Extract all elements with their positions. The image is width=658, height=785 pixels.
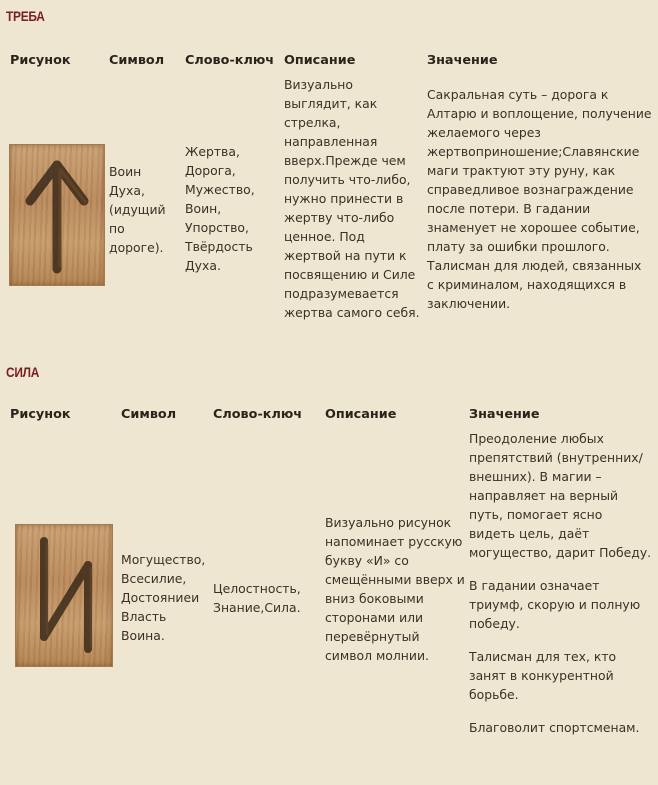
sila-meaning-paragraph: Талисман для тех, кто занят в конкурентной борьбе. <box>469 649 617 702</box>
header-meaning: Значение <box>427 53 498 68</box>
rune-treba-image <box>9 144 105 286</box>
rune-tyr-arrow-icon <box>10 145 104 285</box>
section-title-sila: СИЛА <box>6 364 40 380</box>
rune-sowilo-lightning-icon <box>16 525 112 666</box>
sila-meaning <box>469 429 652 737</box>
sila-meaning-paragraph: В гадании означает триумф, скорую и полную победу. <box>469 578 641 631</box>
header-keyword: Слово-ключ <box>213 407 303 422</box>
sila-meaning-paragraph: Преодоление любых препятствий (внутренних/внешних). В магии – направляет на верный путь, помогает ясно видеть цель, даёт могущество, дарит Победу. <box>469 431 652 560</box>
sila-meaning-paragraph: Благоволит спортсменам. <box>469 720 640 735</box>
section-title-treba: ТРЕБА <box>6 8 45 24</box>
sila-description: Визуально рисунок напоминает русскую букву «И» со смещёнными вверх и вниз боковыми сторонами или перевёрнутый символ молнии. <box>325 515 465 663</box>
header-meaning: Значение <box>469 407 540 422</box>
sila-symbol: Могущество, Всесилие, Достояниеи Власть Воина. <box>121 552 206 643</box>
header-picture: Рисунок <box>10 407 71 422</box>
header-description: Описание <box>325 407 397 422</box>
treba-meaning-paragraph: Сакральная суть – дорога к Алтарю и воплощение, получение желаемого через жертвоприношение;Славянские маги трактуют эту руну, как справедливое вознаграждение после потери. В гадании знаменует не хорошее событие, плату за ошибки прошлого. Талисман для людей, связанных с криминалом, находящихся в заключении. <box>427 87 652 311</box>
treba-meaning <box>427 85 652 313</box>
header-symbol: Символ <box>109 53 165 68</box>
treba-keyword: Жертва, Дорога, Мужество, Воин, Упорство, Твёрдость Духа. <box>185 144 255 273</box>
treba-symbol: Воин Духа, (идущий по дороге). <box>109 164 166 255</box>
treba-description: Визуально выглядит, как стрелка, направленная вверх.Прежде чем получить что-либо, нужно принести в жертву что-либо ценное. Под жертвой на пути к посвящению и Силе подразумевается жертва самого себя. <box>284 77 420 320</box>
header-keyword: Слово-ключ <box>185 53 275 68</box>
header-picture: Рисунок <box>10 53 71 68</box>
rune-sila-image <box>15 524 113 667</box>
header-description: Описание <box>284 53 356 68</box>
sila-keyword: Целостность, Знание,Сила. <box>213 581 301 615</box>
header-symbol: Символ <box>121 407 177 422</box>
